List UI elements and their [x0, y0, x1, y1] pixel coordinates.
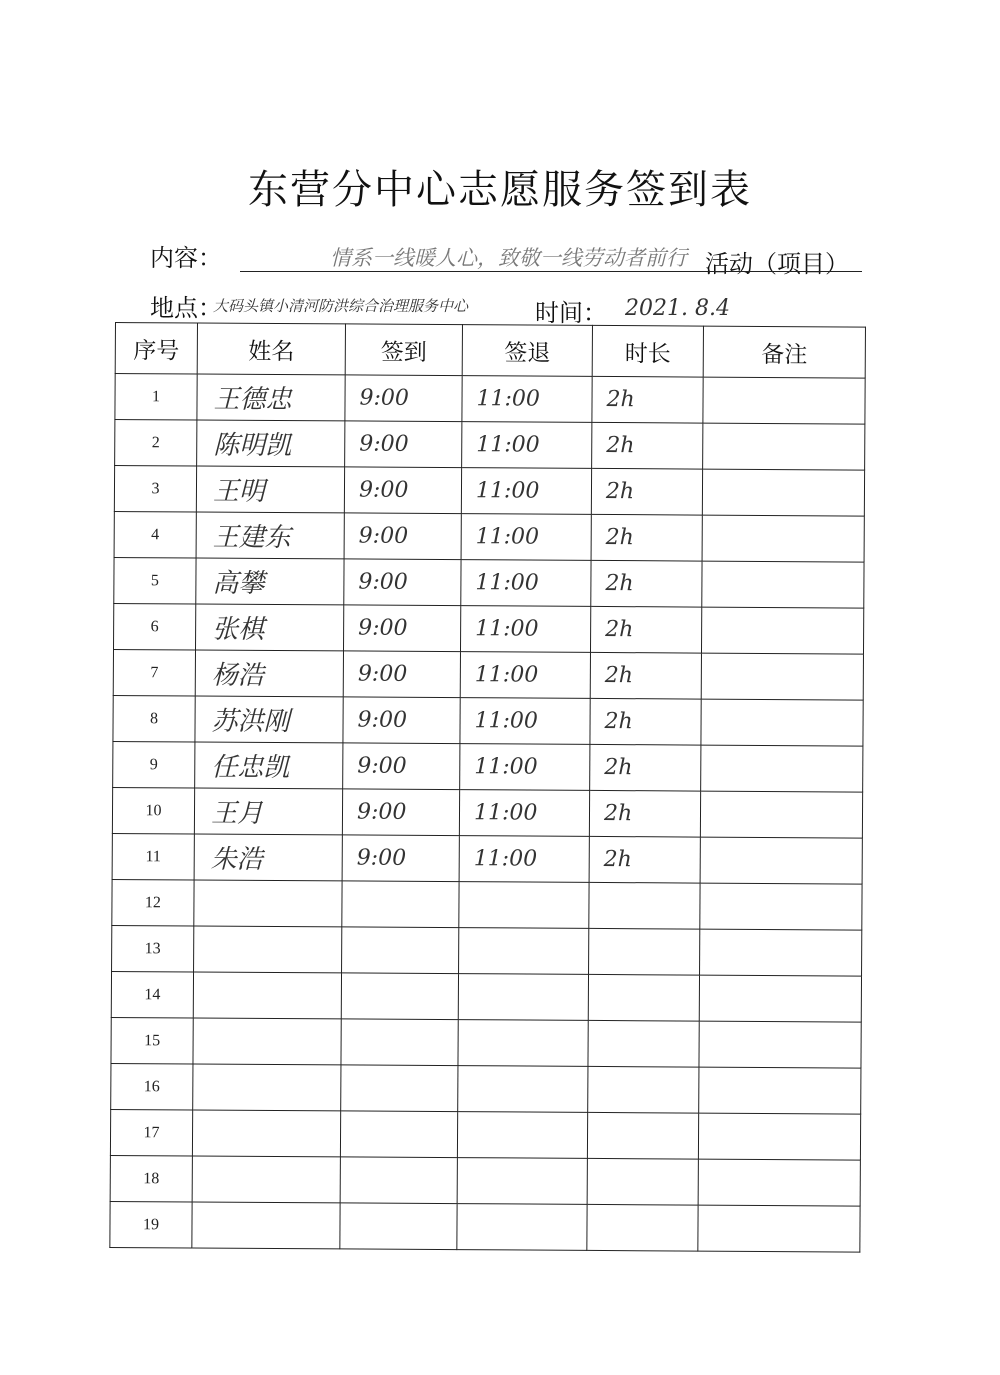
- sign-in-cell: 9:00: [344, 467, 461, 514]
- signin-table-container: [109, 322, 865, 1251]
- name-cell: 王明: [196, 466, 344, 513]
- sign-in-cell: 9:00: [344, 559, 461, 606]
- remarks-cell: [701, 699, 863, 746]
- sign-in-cell: 9:00: [345, 375, 462, 422]
- duration-cell: [588, 1066, 699, 1113]
- row-number-cell: 1: [115, 374, 197, 421]
- name-cell: [193, 1064, 341, 1111]
- duration-cell: [587, 1204, 698, 1251]
- header-sign-in: 签到: [345, 324, 462, 376]
- header-number: 序号: [115, 323, 197, 374]
- table-row: [114, 557, 864, 608]
- sign-in-cell: [341, 973, 458, 1020]
- name-cell: [192, 1156, 340, 1203]
- table-row: [113, 649, 863, 700]
- remarks-cell: [703, 377, 865, 424]
- table-row: [112, 787, 862, 838]
- table-row: [115, 420, 865, 471]
- row-number-cell: 13: [112, 925, 194, 972]
- sign-out-cell: [459, 928, 589, 975]
- row-number-cell: 18: [110, 1155, 192, 1202]
- sign-in-cell: [340, 1203, 457, 1250]
- remarks-cell: [701, 653, 863, 700]
- row-number-cell: 2: [115, 420, 197, 467]
- row-number-cell: 6: [113, 603, 195, 650]
- sign-in-cell: [342, 881, 459, 928]
- row-number-cell: 7: [113, 649, 195, 696]
- duration-cell: 2h: [590, 652, 701, 699]
- table-row: [110, 1155, 860, 1206]
- table-row: [112, 879, 862, 930]
- sign-out-cell: 11:00: [462, 422, 592, 469]
- table-row: [115, 374, 865, 425]
- name-cell: [193, 1018, 341, 1065]
- table-row: [111, 1063, 861, 1114]
- sign-out-cell: 11:00: [461, 468, 591, 515]
- name-cell: 任忠凯: [195, 742, 343, 789]
- duration-cell: [589, 928, 700, 975]
- table-row: [113, 603, 863, 654]
- content-value: 情系一线暖人心，致敬一线劳动者前行: [330, 246, 687, 270]
- remarks-cell: [699, 1021, 861, 1068]
- row-number-cell: 19: [110, 1201, 192, 1248]
- name-cell: 张棋: [195, 604, 343, 651]
- duration-cell: 2h: [589, 836, 700, 883]
- time-label: 时间：: [535, 299, 607, 327]
- remarks-cell: [698, 1205, 860, 1252]
- content-underline: [240, 271, 862, 272]
- duration-cell: 2h: [590, 698, 701, 745]
- remarks-cell: [698, 1159, 860, 1206]
- duration-cell: [588, 1020, 699, 1067]
- sign-in-cell: 9:00: [343, 651, 460, 698]
- name-cell: [192, 1202, 340, 1249]
- location-label: 地点：: [150, 294, 222, 322]
- table-row: [110, 1109, 860, 1160]
- sign-out-cell: [459, 882, 589, 929]
- sign-out-cell: 11:00: [462, 376, 592, 423]
- duration-cell: 2h: [591, 468, 702, 515]
- table-header-row: [115, 323, 865, 379]
- sign-in-cell: [340, 1111, 457, 1158]
- table-row: [111, 971, 861, 1022]
- header-sign-out: 签退: [462, 325, 592, 377]
- remarks-cell: [700, 837, 862, 884]
- table-row: [112, 925, 862, 976]
- sign-in-cell: 9:00: [342, 835, 459, 882]
- duration-cell: [587, 1112, 698, 1159]
- sign-out-cell: [457, 1112, 587, 1159]
- row-number-cell: 8: [113, 695, 195, 742]
- row-number-cell: 9: [113, 741, 195, 788]
- remarks-cell: [702, 561, 864, 608]
- remarks-cell: [699, 1067, 861, 1114]
- sign-in-cell: [340, 1157, 457, 1204]
- remarks-cell: [700, 883, 862, 930]
- sign-in-cell: 9:00: [343, 605, 460, 652]
- sign-out-cell: [457, 1158, 587, 1205]
- sign-out-cell: [457, 1204, 587, 1251]
- duration-cell: 2h: [591, 560, 702, 607]
- table-row: [113, 695, 863, 746]
- page-title: 东营分中心志愿服务签到表: [248, 167, 752, 213]
- table-body: [110, 374, 865, 1253]
- row-number-cell: 17: [110, 1109, 192, 1156]
- remarks-cell: [701, 607, 863, 654]
- duration-cell: [589, 882, 700, 929]
- name-cell: 高攀: [196, 558, 344, 605]
- sign-in-cell: [341, 1019, 458, 1066]
- row-number-cell: 4: [114, 511, 196, 558]
- table-row: [114, 511, 864, 562]
- table-row: [112, 833, 862, 884]
- row-number-cell: 14: [111, 971, 193, 1018]
- sign-out-cell: 11:00: [461, 514, 591, 561]
- sign-out-cell: 11:00: [459, 836, 589, 883]
- header-name: 姓名: [197, 323, 345, 375]
- header-duration: 时长: [592, 325, 703, 377]
- header-remarks: 备注: [703, 326, 865, 378]
- remarks-cell: [703, 423, 865, 470]
- name-cell: 朱浩: [194, 834, 342, 881]
- row-number-cell: 12: [112, 879, 194, 926]
- sign-out-cell: 11:00: [460, 606, 590, 653]
- table-row: [110, 1201, 860, 1252]
- remarks-cell: [702, 515, 864, 562]
- name-cell: 杨浩: [195, 650, 343, 697]
- name-cell: 王月: [194, 788, 342, 835]
- name-cell: 陈明凯: [197, 420, 345, 467]
- row-number-cell: 3: [114, 466, 196, 513]
- table-row: [114, 466, 864, 517]
- sign-out-cell: [458, 974, 588, 1021]
- remarks-cell: [698, 1113, 860, 1160]
- remarks-cell: [702, 469, 864, 516]
- row-number-cell: 16: [111, 1063, 193, 1110]
- sign-out-cell: 11:00: [460, 652, 590, 699]
- duration-cell: [587, 1158, 698, 1205]
- remarks-cell: [700, 791, 862, 838]
- sign-out-cell: [458, 1066, 588, 1113]
- sign-in-cell: 9:00: [343, 743, 460, 790]
- remarks-cell: [701, 745, 863, 792]
- sign-in-cell: [342, 927, 459, 974]
- content-suffix: 活动（项目）: [705, 250, 849, 278]
- duration-cell: 2h: [590, 606, 701, 653]
- row-number-cell: 11: [112, 833, 194, 880]
- name-cell: [194, 880, 342, 927]
- row-number-cell: 10: [112, 787, 194, 834]
- sign-out-cell: 11:00: [461, 560, 591, 607]
- duration-cell: 2h: [589, 790, 700, 837]
- duration-cell: [588, 974, 699, 1021]
- sign-in-cell: [341, 1065, 458, 1112]
- name-cell: 王建东: [196, 512, 344, 559]
- duration-cell: 2h: [592, 422, 703, 469]
- time-value: 2021. 8.4: [625, 296, 730, 321]
- name-cell: [194, 926, 342, 973]
- duration-cell: 2h: [591, 514, 702, 561]
- remarks-cell: [699, 975, 861, 1022]
- duration-cell: 2h: [592, 376, 703, 423]
- remarks-cell: [700, 929, 862, 976]
- sign-out-cell: 11:00: [459, 790, 589, 837]
- sign-in-cell: 9:00: [344, 513, 461, 560]
- table-row: [111, 1017, 861, 1068]
- name-cell: [192, 1110, 340, 1157]
- location-value: 大码头镇小清河防洪综合治理服务中心: [213, 297, 469, 315]
- signin-table: [109, 322, 866, 1253]
- sign-out-cell: 11:00: [460, 698, 590, 745]
- sign-out-cell: 11:00: [460, 744, 590, 791]
- sign-in-cell: 9:00: [342, 789, 459, 836]
- sign-in-cell: 9:00: [345, 421, 462, 468]
- row-number-cell: 15: [111, 1017, 193, 1064]
- name-cell: 苏洪刚: [195, 696, 343, 743]
- name-cell: [193, 972, 341, 1019]
- row-number-cell: 5: [114, 557, 196, 604]
- table-row: [113, 741, 863, 792]
- duration-cell: 2h: [590, 744, 701, 791]
- sign-in-cell: 9:00: [343, 697, 460, 744]
- content-label: 内容：: [150, 244, 222, 272]
- name-cell: 王德忠: [197, 374, 345, 421]
- sign-out-cell: [458, 1020, 588, 1067]
